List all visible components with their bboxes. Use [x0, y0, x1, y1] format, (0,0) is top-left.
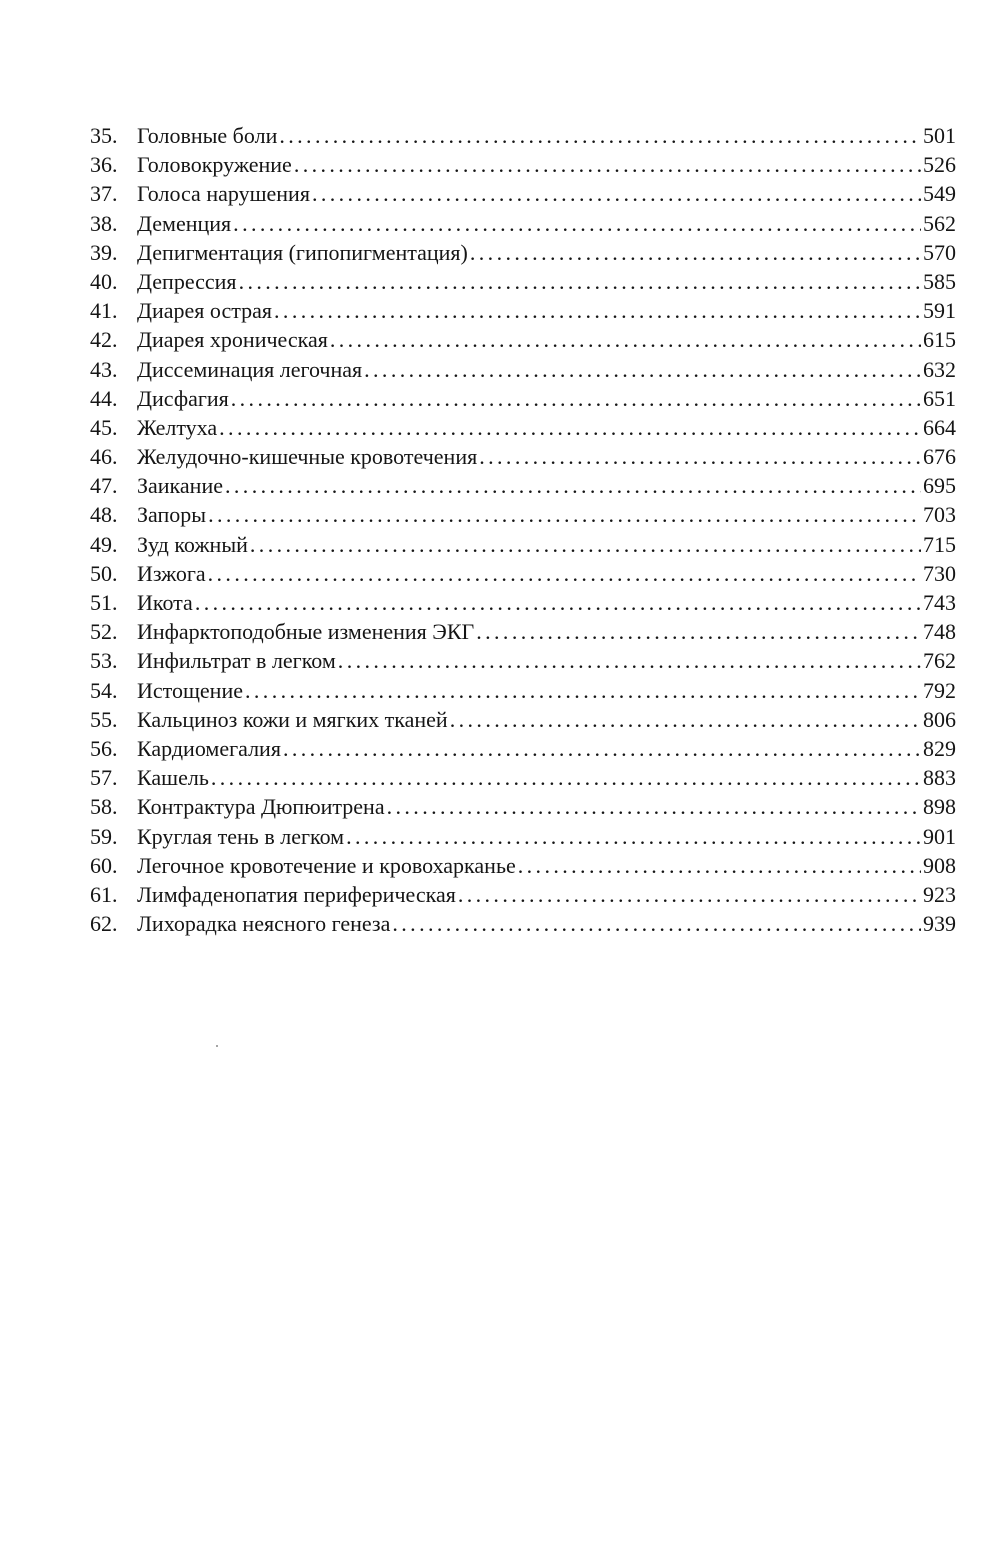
toc-entry-title: Дисфагия: [137, 385, 229, 411]
toc-entry-title: Диссеминация легочная: [137, 356, 363, 382]
toc-entry: [90, 355, 956, 384]
dot-leader: [470, 238, 921, 267]
toc-entry-title: Контрактура Дюпюитрена: [137, 794, 385, 820]
toc-entry: [90, 500, 956, 529]
toc-entry-title: Депигментация (гипопигментация): [137, 239, 468, 265]
toc-entry-page: 615: [923, 327, 956, 353]
toc-entry: [90, 646, 956, 675]
toc-entry-number: 42.: [90, 327, 118, 353]
toc-entry-title: Зуд кожный: [137, 531, 248, 557]
toc-entry-number: 50.: [90, 560, 118, 586]
toc-entry-title: Инфильтрат в легком: [137, 648, 336, 674]
toc-entry-number: 53.: [90, 648, 118, 674]
dot-leader: [231, 384, 921, 413]
toc-entry-title: Кальциноз кожи и мягких тканей: [137, 706, 448, 732]
toc-entry-number: 46.: [90, 444, 118, 470]
toc-entry-page: 792: [923, 677, 956, 703]
dot-leader: [476, 617, 921, 646]
toc-entry-page: 664: [923, 414, 956, 440]
dot-leader: [518, 851, 921, 880]
toc-entry-page: 806: [923, 706, 956, 732]
toc-entry-title: Головокружение: [137, 152, 292, 178]
toc-entry-number: 44.: [90, 385, 118, 411]
dot-leader: [312, 179, 921, 208]
dot-leader: [274, 296, 921, 325]
dot-leader: [279, 121, 921, 150]
toc-entry-number: 61.: [90, 881, 118, 907]
toc-entry-title: Круглая тень в легком: [137, 823, 345, 849]
toc-entry-number: 39.: [90, 239, 118, 265]
toc-entry: [90, 559, 956, 588]
toc-entry-title: Депрессия: [137, 268, 237, 294]
toc-entry-number: 47.: [90, 473, 118, 499]
toc-entry-title: Деменция: [137, 210, 232, 236]
toc-entry-number: 36.: [90, 152, 118, 178]
dot-leader: [458, 880, 921, 909]
toc-entry: [90, 384, 956, 413]
toc-entry-title: Желудочно-кишечные кровотечения: [137, 444, 478, 470]
toc-entry-title: Изжога: [137, 560, 206, 586]
toc-entry: [90, 150, 956, 179]
dot-leader: [338, 646, 921, 675]
toc-entry-page: 748: [923, 619, 956, 645]
toc-entry-page: 901: [923, 823, 956, 849]
toc-entry: [90, 179, 956, 208]
toc-entry-page: 676: [923, 444, 956, 470]
dot-leader: [250, 530, 921, 559]
dot-leader: [195, 588, 921, 617]
toc-entry-number: 48.: [90, 502, 118, 528]
toc-entry-page: 829: [923, 735, 956, 761]
toc-entry-page: 585: [923, 268, 956, 294]
toc-entry-page: 526: [923, 152, 956, 178]
toc-entry-title: Кардиомегалия: [137, 735, 281, 761]
toc-entry-title: Инфарктоподобные изменения ЭКГ: [137, 619, 475, 645]
toc-entry-title: Головные боли: [137, 123, 278, 148]
dot-leader: [211, 763, 921, 792]
toc-entry-number: 40.: [90, 268, 118, 294]
toc-entry-page: 651: [923, 385, 956, 411]
toc-entry: [90, 325, 956, 354]
toc-entry: [90, 530, 956, 559]
toc-entry-page: 570: [923, 239, 956, 265]
toc-entry-number: 57.: [90, 765, 118, 791]
dot-leader: [239, 267, 921, 296]
dot-leader: [330, 325, 921, 354]
toc-entry-page: 883: [923, 765, 956, 791]
toc-entry: [90, 588, 956, 617]
toc-entry-number: 49.: [90, 531, 118, 557]
toc-entry-number: 54.: [90, 677, 118, 703]
toc-entry: [90, 705, 956, 734]
toc-entry-number: 58.: [90, 794, 118, 820]
toc-entry-page: 908: [923, 852, 956, 878]
dot-leader: [364, 355, 921, 384]
toc-entry-page: 562: [923, 210, 956, 236]
dot-leader: [208, 500, 921, 529]
toc-entry-title: Диарея хроническая: [137, 327, 328, 353]
toc-entry: [90, 909, 956, 938]
dot-leader: [245, 676, 921, 705]
toc-entry: [90, 880, 956, 909]
toc-entry-number: 51.: [90, 590, 118, 615]
toc-entry-title: Запоры: [137, 502, 207, 528]
toc-entry-number: 35.: [90, 123, 118, 148]
toc-entry-page: 743: [923, 590, 956, 615]
toc-entry-page: 898: [923, 794, 956, 820]
toc-entry-title: Истощение: [137, 677, 243, 703]
dot-leader: [294, 150, 921, 179]
toc-entry-page: 549: [923, 181, 956, 207]
toc-entry-title: Диарея острая: [137, 298, 273, 324]
dot-leader: [346, 822, 921, 851]
print-speck: [216, 1045, 218, 1047]
toc-entry-page: 939: [923, 911, 956, 937]
toc-entry: [90, 734, 956, 763]
toc-entry-page: 695: [923, 473, 956, 499]
toc-entry-title: Голоса нарушения: [137, 181, 310, 207]
toc-entry: [90, 763, 956, 792]
toc-entry-number: 62.: [90, 911, 118, 937]
toc-entry: [90, 617, 956, 646]
dot-leader: [283, 734, 921, 763]
toc-entry-number: 41.: [90, 298, 118, 324]
toc-entry-page: 591: [923, 298, 956, 324]
dot-leader: [219, 413, 921, 442]
toc-entry: [90, 267, 956, 296]
toc-entry-page: 762: [923, 648, 956, 674]
toc-entry-page: 703: [923, 502, 956, 528]
toc-entry-number: 60.: [90, 852, 118, 878]
toc-entry-number: 37.: [90, 181, 118, 207]
toc-entry-number: 55.: [90, 706, 118, 732]
toc-entry-page: 501: [923, 123, 956, 148]
toc-entry: [90, 822, 956, 851]
dot-leader: [450, 705, 921, 734]
toc-entry-page: 632: [923, 356, 956, 382]
toc-entry: [90, 792, 956, 821]
toc-entry-number: 59.: [90, 823, 118, 849]
toc-entry-title: Лимфаденопатия периферическая: [137, 881, 456, 907]
toc-entry-title: Кашель: [137, 765, 209, 791]
toc-entry-page: 730: [923, 560, 956, 586]
toc-entry: [90, 296, 956, 325]
dot-leader: [225, 471, 921, 500]
dot-leader: [392, 909, 921, 938]
toc-entry-title: Заикание: [137, 473, 223, 499]
toc-entry-number: 43.: [90, 356, 118, 382]
dot-leader: [479, 442, 921, 471]
toc-entry-number: 45.: [90, 414, 118, 440]
toc-entry: [90, 413, 956, 442]
dot-leader: [387, 792, 921, 821]
dot-leader: [208, 559, 921, 588]
toc-entry-title: Желтуха: [137, 414, 218, 440]
toc-entry: [90, 851, 956, 880]
toc-entry-page: 923: [923, 881, 956, 907]
toc-entry: [90, 442, 956, 471]
toc-entry-title: Икота: [137, 590, 193, 615]
toc-entry-page: 715: [923, 531, 956, 557]
toc-entry-number: 38.: [90, 210, 118, 236]
table-of-contents: [90, 121, 956, 938]
toc-entry: [90, 209, 956, 238]
dot-leader: [233, 209, 921, 238]
toc-entry: [90, 238, 956, 267]
toc-entry: [90, 121, 956, 150]
toc-entry: [90, 471, 956, 500]
toc-entry-number: 56.: [90, 735, 118, 761]
toc-entry: [90, 676, 956, 705]
toc-entry-number: 52.: [90, 619, 118, 645]
toc-entry-title: Легочное кровотечение и кровохарканье: [137, 852, 516, 878]
toc-entry-title: Лихорадка неясного генеза: [137, 911, 391, 937]
